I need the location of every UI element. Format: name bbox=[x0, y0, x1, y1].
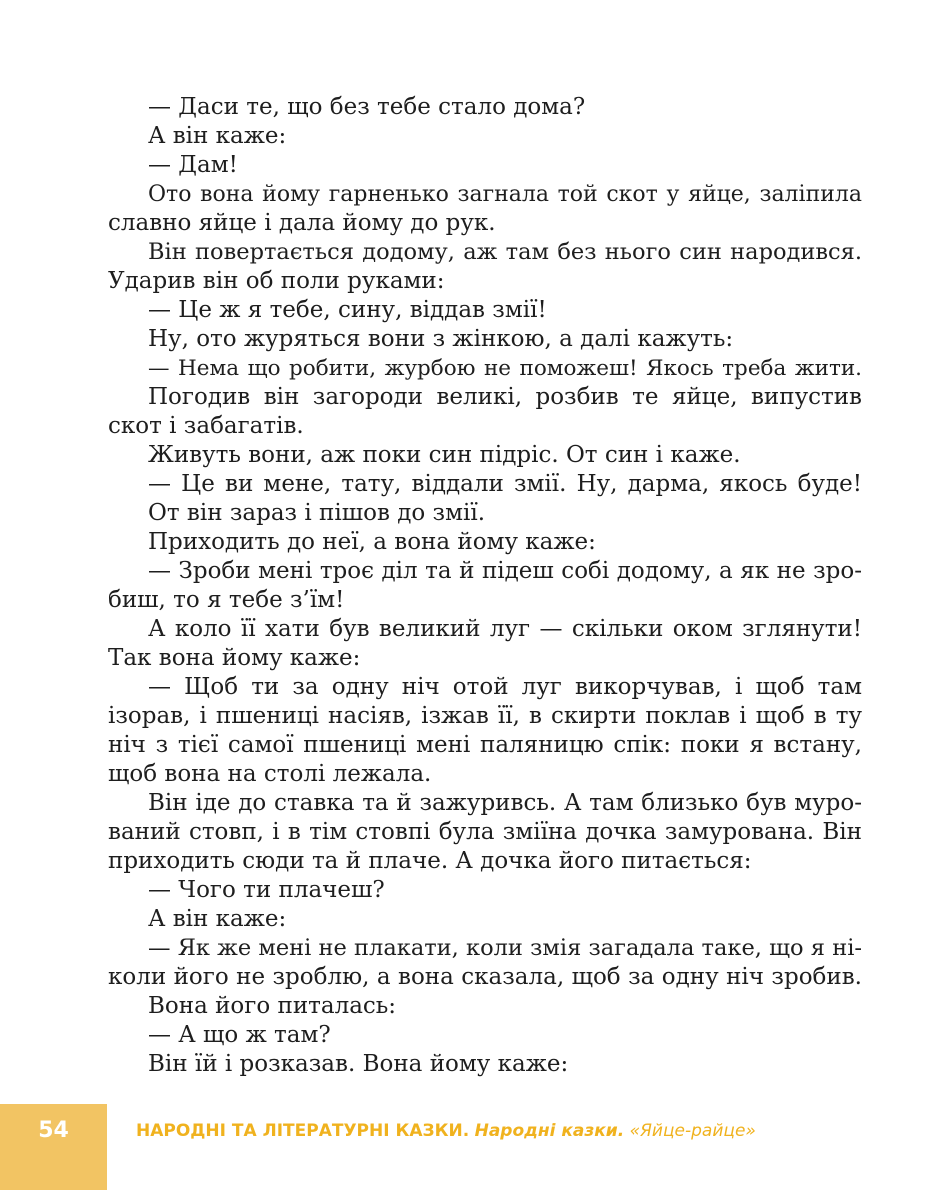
text-line: Живуть вони, аж поки син підріс. От син і каже. bbox=[148, 442, 741, 468]
text-line: Ну, ото журяться вони з жінкою, а далі кажуть: bbox=[148, 326, 734, 352]
text-line: приходить сюди та й плаче. А дочка його питається: bbox=[108, 848, 752, 874]
text-line: Він їй і розказав. Вона йому каже: bbox=[148, 1051, 569, 1077]
text-line: славно яйце і дала йому до рук. bbox=[108, 210, 496, 236]
text-line: А він каже: bbox=[148, 906, 287, 932]
text-line: Так вона йому каже: bbox=[108, 645, 361, 671]
story-text bbox=[108, 93, 862, 1079]
text-line: ізорав, і пшениці насіяв, ізжав її, в скирти поклав і щоб в ту bbox=[108, 703, 862, 729]
text-line: — Зроби мені троє діл та й підеш собі додому, а як не зро- bbox=[148, 558, 862, 584]
text-line: Ударив він об поли руками: bbox=[108, 268, 445, 294]
text-line: ваний стовп, і в тім стовпі була зміїна дочка замурована. Він bbox=[108, 819, 862, 845]
text-line: — Це ви мене, тату, віддали змії. Ну, дарма, якось буде! bbox=[148, 471, 862, 497]
text-line: щоб вона на столі лежала. bbox=[108, 761, 432, 787]
text-line: — А що ж там? bbox=[148, 1022, 331, 1048]
text-line: А коло її хати був великий луг — скільки оком зглянути! bbox=[148, 616, 862, 642]
text-line: Вона його питалась: bbox=[148, 993, 397, 1019]
text-line: — Як же мені не плакати, коли змія загадала таке, що я ні- bbox=[148, 935, 862, 961]
text-line: Він повертається додому, аж там без нього син народився. bbox=[148, 239, 862, 265]
text-line: — Це ж я тебе, сину, віддав змії! bbox=[148, 297, 547, 323]
footer-subsection: Народні казки. bbox=[474, 1121, 625, 1141]
text-line: Приходить до неї, а вона йому каже: bbox=[148, 529, 596, 555]
text-line: От він зараз і пішов до змії. bbox=[148, 500, 486, 526]
text-line: — Нема що робити, журбою не поможеш! Якось треба жити. bbox=[148, 356, 862, 381]
text-line: — Даси те, що без тебе стало дома? bbox=[148, 94, 586, 120]
text-line: — Дам! bbox=[148, 152, 238, 178]
text-line: скот і забагатів. bbox=[108, 413, 304, 439]
text-line: Погодив він загороди великі, розбив те яйце, випустив bbox=[148, 384, 862, 410]
text-line: — Чого ти плачеш? bbox=[148, 877, 385, 903]
text-line: биш, то я тебе з’їм! bbox=[108, 587, 345, 613]
text-line: коли його не зроблю, а вона сказала, щоб за одну ніч зробив. bbox=[108, 964, 862, 990]
text-line: ніч з тієї самої пшениці мені паляницю спік: поки я встану, bbox=[108, 732, 862, 758]
text-line: Він іде до ставка та й зажуривсь. А там близько був муро- bbox=[148, 790, 862, 816]
running-footer bbox=[136, 1116, 756, 1146]
text-line: — Щоб ти за одну ніч отой луг викорчував, і щоб там bbox=[148, 674, 862, 700]
footer-section: НАРОДНІ ТА ЛІТЕРАТУРНІ КАЗКИ. bbox=[136, 1121, 470, 1141]
text-line: Ото вона йому гарненько загнала той скот у яйце, заліпила bbox=[148, 182, 862, 207]
text-line: А він каже: bbox=[148, 123, 287, 149]
page-number: 54 bbox=[38, 1118, 69, 1143]
footer-story-title: «Яйце-райце» bbox=[629, 1121, 756, 1141]
